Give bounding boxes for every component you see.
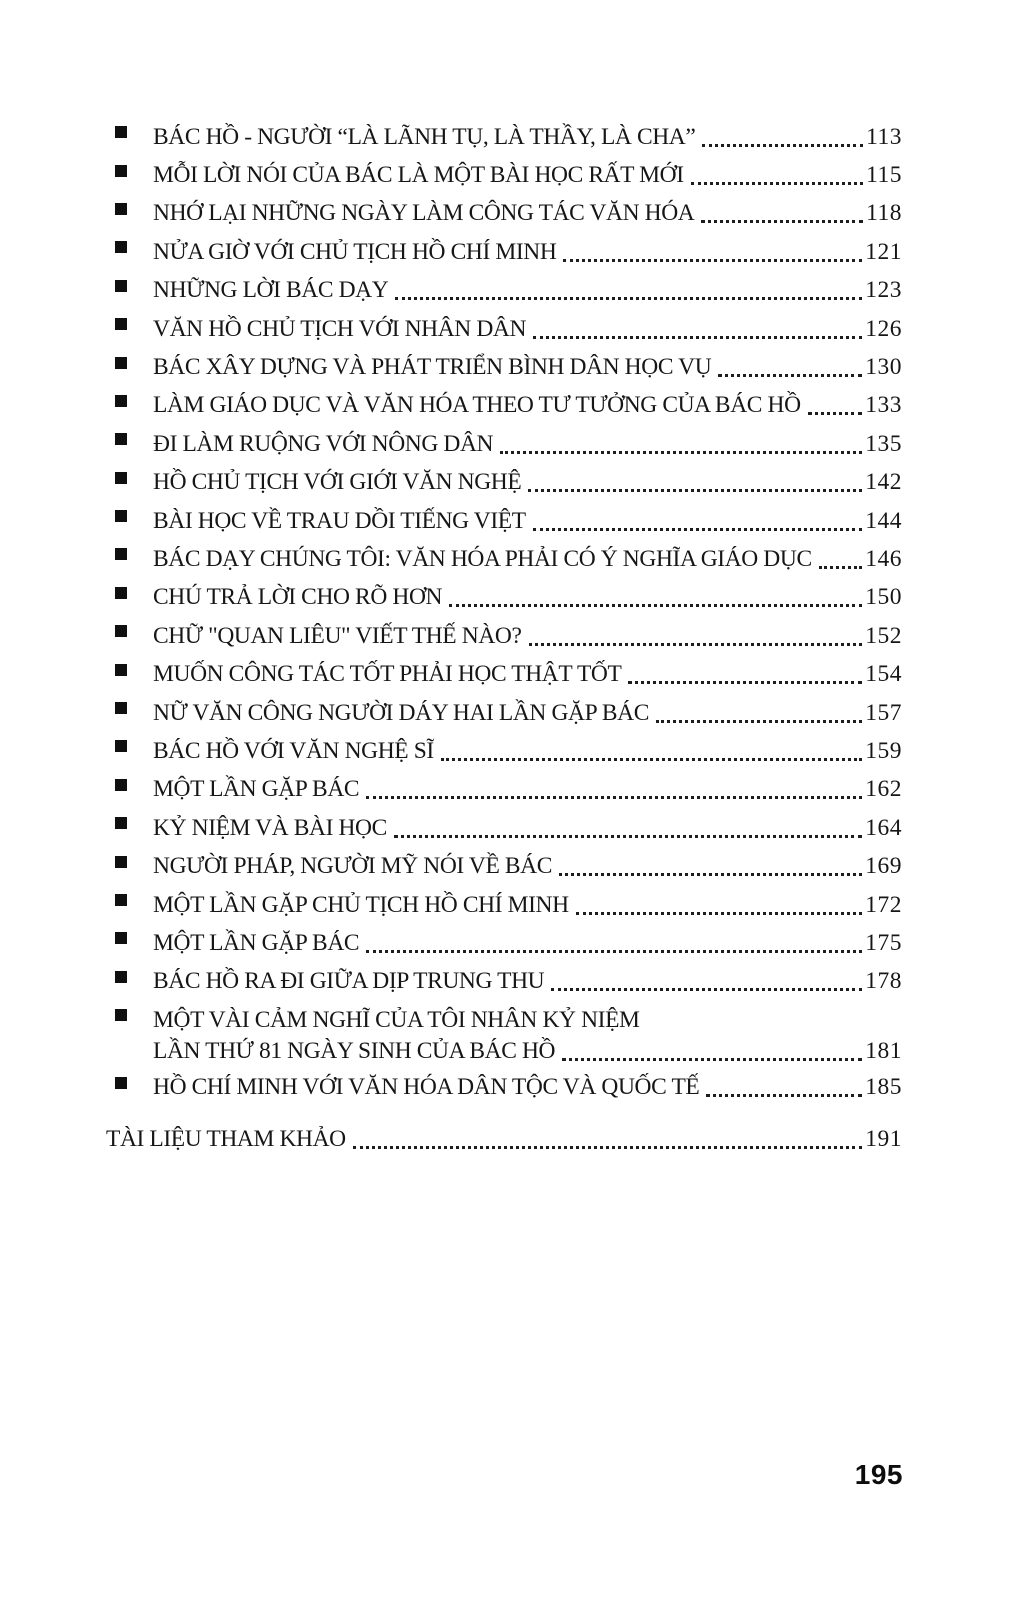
bullet-square-icon xyxy=(115,203,127,215)
toc-item-page: 172 xyxy=(865,891,902,918)
toc-item-page: 115 xyxy=(866,162,902,189)
toc-item-title: NGƯỜI PHÁP, NGƯỜI MỸ NÓI VỀ BÁC xyxy=(153,853,552,880)
toc-row xyxy=(115,272,902,310)
bullet-square-icon xyxy=(115,856,127,868)
dot-leader xyxy=(533,336,862,339)
toc-row xyxy=(115,809,902,847)
toc-row xyxy=(115,771,902,809)
dot-leader xyxy=(353,1146,863,1149)
bullet-square-icon xyxy=(115,894,127,906)
toc-row xyxy=(115,694,902,732)
toc-item-title: BÀI HỌC VỀ TRAU DỒI TIẾNG VIỆT xyxy=(153,507,526,534)
dot-leader xyxy=(576,912,863,915)
toc-item-title: BÁC HỒ - NGƯỜI “LÀ LÃNH TỤ, LÀ THẦY, LÀ CHA” xyxy=(153,123,696,150)
dot-leader xyxy=(500,451,862,454)
toc-item-title: LẦN THỨ 81 NGÀY SINH CỦA BÁC HỒ xyxy=(153,1038,556,1065)
toc-row xyxy=(115,732,902,770)
toc-item-title: KỶ NIỆM VÀ BÀI HỌC xyxy=(153,814,387,841)
toc-item-title: HỒ CHÍ MINH VỚI VĂN HÓA DÂN TỘC VÀ QUỐC TẾ xyxy=(153,1074,700,1101)
toc-item-page: 169 xyxy=(865,853,902,880)
toc-row xyxy=(115,118,902,156)
dot-leader xyxy=(706,1094,862,1097)
dot-leader xyxy=(395,297,862,300)
toc-row xyxy=(115,1001,902,1039)
toc-row xyxy=(115,579,902,617)
toc-row xyxy=(115,886,902,924)
toc-item-title: LÀM GIÁO DỤC VÀ VĂN HÓA THEO TƯ TƯỞNG CỦA BÁC HỒ xyxy=(153,392,801,419)
dot-leader xyxy=(441,758,862,761)
toc-row xyxy=(115,387,902,425)
bullet-square-icon xyxy=(115,625,127,637)
toc-row xyxy=(115,1035,902,1068)
toc-row xyxy=(115,617,902,655)
toc-item-title: NHỮNG LỜI BÁC DẠY xyxy=(153,277,389,304)
toc-item-page: 121 xyxy=(865,238,902,265)
bullet-square-icon xyxy=(115,548,127,560)
bullet-square-icon xyxy=(115,779,127,791)
toc-item-page: 123 xyxy=(865,277,902,304)
toc-item-title: MỘT LẦN GẶP BÁC xyxy=(153,776,360,803)
dot-leader xyxy=(366,950,862,953)
toc-row xyxy=(115,310,902,348)
dot-leader xyxy=(656,720,862,723)
bullet-square-icon xyxy=(115,241,127,253)
toc-row xyxy=(115,963,902,1001)
toc-item-title: BÁC HỒ VỚI VĂN NGHỆ SĨ xyxy=(153,737,434,764)
dot-leader xyxy=(449,604,862,607)
toc-item-title: BÁC DẠY CHÚNG TÔI: VĂN HÓA PHẢI CÓ Ý NGHĨA GIÁO DỤC xyxy=(153,545,812,572)
toc-item-page: 133 xyxy=(865,392,902,419)
toc-item-page: 159 xyxy=(865,737,902,764)
toc-row xyxy=(115,1068,902,1106)
toc-item-page: 178 xyxy=(865,968,902,995)
bullet-square-icon xyxy=(115,664,127,676)
toc-item-page: 162 xyxy=(865,776,902,803)
toc-row xyxy=(115,156,902,194)
toc-item-page: 144 xyxy=(865,507,902,534)
toc-row xyxy=(115,540,902,578)
bullet-square-icon xyxy=(115,971,127,983)
toc-item-page: 150 xyxy=(865,584,902,611)
dot-leader xyxy=(691,182,863,185)
bullet-square-icon xyxy=(115,433,127,445)
bullet-square-icon xyxy=(115,357,127,369)
toc-item-page: 146 xyxy=(865,545,902,572)
toc-item-title: MỘT LẦN GẶP BÁC xyxy=(153,929,360,956)
toc-item-page: 157 xyxy=(865,699,902,726)
toc-row xyxy=(115,348,902,386)
toc-item-title: MUỐN CÔNG TÁC TỐT PHẢI HỌC THẬT TỐT xyxy=(153,661,622,688)
toc-item-title: NỬA GIỜ VỚI CHỦ TỊCH HỒ CHÍ MINH xyxy=(153,238,557,265)
dot-leader xyxy=(628,681,862,684)
bullet-square-icon xyxy=(115,165,127,177)
bullet-square-icon xyxy=(115,395,127,407)
toc-item-title: BÁC XÂY DỰNG VÀ PHÁT TRIỂN BÌNH DÂN HỌC VỤ xyxy=(153,354,712,381)
toc-row xyxy=(115,425,902,463)
dot-leader xyxy=(529,643,863,646)
dot-leader xyxy=(702,144,863,147)
bullet-square-icon xyxy=(115,1077,127,1089)
toc-row xyxy=(115,502,902,540)
toc-row xyxy=(115,924,902,962)
toc-item-title: HỒ CHỦ TỊCH VỚI GIỚI VĂN NGHỆ xyxy=(153,469,522,496)
toc-row xyxy=(115,233,902,271)
dot-leader xyxy=(701,220,863,223)
toc-item-page: 191 xyxy=(865,1126,902,1153)
toc-list xyxy=(106,118,902,1159)
dot-leader xyxy=(394,835,862,838)
dot-leader xyxy=(819,566,863,569)
toc-item-page: 154 xyxy=(865,661,902,688)
toc-row xyxy=(115,195,902,233)
dot-leader xyxy=(559,873,862,876)
toc-item-page: 118 xyxy=(866,200,902,227)
toc-item-title: MỘT LẦN GẶP CHỦ TỊCH HỒ CHÍ MINH xyxy=(153,891,569,918)
toc-item-page: 126 xyxy=(865,315,902,342)
toc-item-title: CHỮ "QUAN LIÊU" VIẾT THẾ NÀO? xyxy=(153,622,522,649)
toc-row xyxy=(115,655,902,693)
toc-item-page: 135 xyxy=(865,430,902,457)
bullet-square-icon xyxy=(115,702,127,714)
toc-item-title: VĂN HỒ CHỦ TỊCH VỚI NHÂN DÂN xyxy=(153,315,527,342)
dot-leader xyxy=(808,412,863,415)
bullet-square-icon xyxy=(115,932,127,944)
bullet-square-icon xyxy=(115,126,127,138)
toc-item-page: 175 xyxy=(865,929,902,956)
dot-leader xyxy=(718,374,862,377)
bullet-square-icon xyxy=(115,510,127,522)
toc-item-page: 185 xyxy=(865,1074,902,1101)
bullet-square-icon xyxy=(115,280,127,292)
references-row xyxy=(106,1121,902,1159)
toc-item-title: MỘT VÀI CẢM NGHĨ CỦA TÔI NHÂN KỶ NIỆM xyxy=(153,1006,640,1033)
dot-leader xyxy=(563,259,862,262)
bullet-square-icon xyxy=(115,587,127,599)
toc-item-page: 181 xyxy=(865,1038,902,1065)
page-number: 195 xyxy=(854,1459,903,1490)
bullet-square-icon xyxy=(115,740,127,752)
toc-item-page: 130 xyxy=(865,354,902,381)
toc-item-page: 152 xyxy=(865,622,902,649)
dot-leader xyxy=(366,796,862,799)
dot-leader xyxy=(562,1058,862,1061)
bullet-square-icon xyxy=(115,318,127,330)
bullet-square-icon xyxy=(115,1009,127,1021)
toc-item-title: ĐI LÀM RUỘNG VỚI NÔNG DÂN xyxy=(153,430,494,457)
dot-leader xyxy=(528,489,862,492)
toc-item-title: MỖI LỜI NÓI CỦA BÁC LÀ MỘT BÀI HỌC RẤT MỚI xyxy=(153,162,684,189)
bullet-square-icon xyxy=(115,817,127,829)
bullet-square-icon xyxy=(115,472,127,484)
toc-item-title: TÀI LIỆU THAM KHẢO xyxy=(106,1126,346,1153)
toc-item-title: NỮ VĂN CÔNG NGƯỜI DÁY HAI LẦN GẶP BÁC xyxy=(153,699,650,726)
dot-leader xyxy=(551,988,862,991)
toc-row xyxy=(115,464,902,502)
dot-leader xyxy=(533,528,863,531)
toc-item-page: 142 xyxy=(865,469,902,496)
toc-item-title: NHỚ LẠI NHỮNG NGÀY LÀM CÔNG TÁC VĂN HÓA xyxy=(153,200,695,227)
toc-row xyxy=(115,847,902,885)
toc-item-page: 113 xyxy=(866,123,902,150)
toc-item-title: BÁC HỒ RA ĐI GIỮA DỊP TRUNG THU xyxy=(153,968,545,995)
toc-item-title: CHÚ TRẢ LỜI CHO RÕ HƠN xyxy=(153,584,443,611)
toc-item-page: 164 xyxy=(865,814,902,841)
